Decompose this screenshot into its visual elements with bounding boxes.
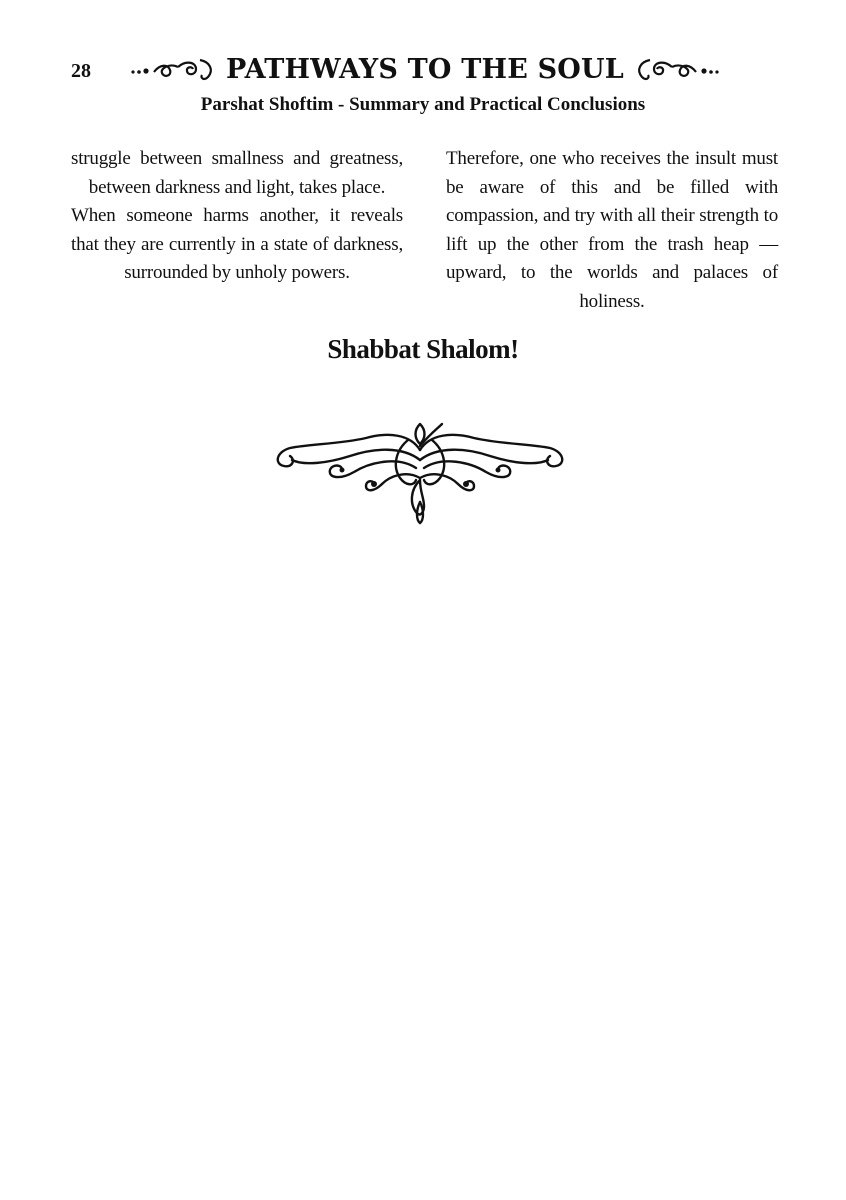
paragraph: When someone harms another, it reveals that they are currently in a state of darkness, surrounded by unholy powers. <box>71 205 403 283</box>
decorative-scroll-divider-icon <box>270 420 570 525</box>
text-column-right <box>446 145 778 316</box>
paragraph: Therefore, one who receives the insult must be aware of this and be filled with compassion, and try with all their strength to lift up the other from the trash heap — upward, to the worlds and palaces of holiness. <box>446 148 778 312</box>
scroll-flourish-right-icon <box>632 56 720 82</box>
paragraph: struggle between smallness and greatness, between darkness and light, takes place. <box>71 148 403 198</box>
running-title: PATHWAYS TO THE SOUL <box>226 53 624 85</box>
text-column-left <box>71 145 403 288</box>
chapter-subtitle: Parshat Shoftim - Summary and Practical Conclusions <box>200 94 646 115</box>
page-number: 28 <box>71 60 91 82</box>
running-header <box>130 50 720 88</box>
closing-greeting: Shabbat Shalom! <box>327 334 519 364</box>
scroll-flourish-left-icon <box>130 56 218 82</box>
